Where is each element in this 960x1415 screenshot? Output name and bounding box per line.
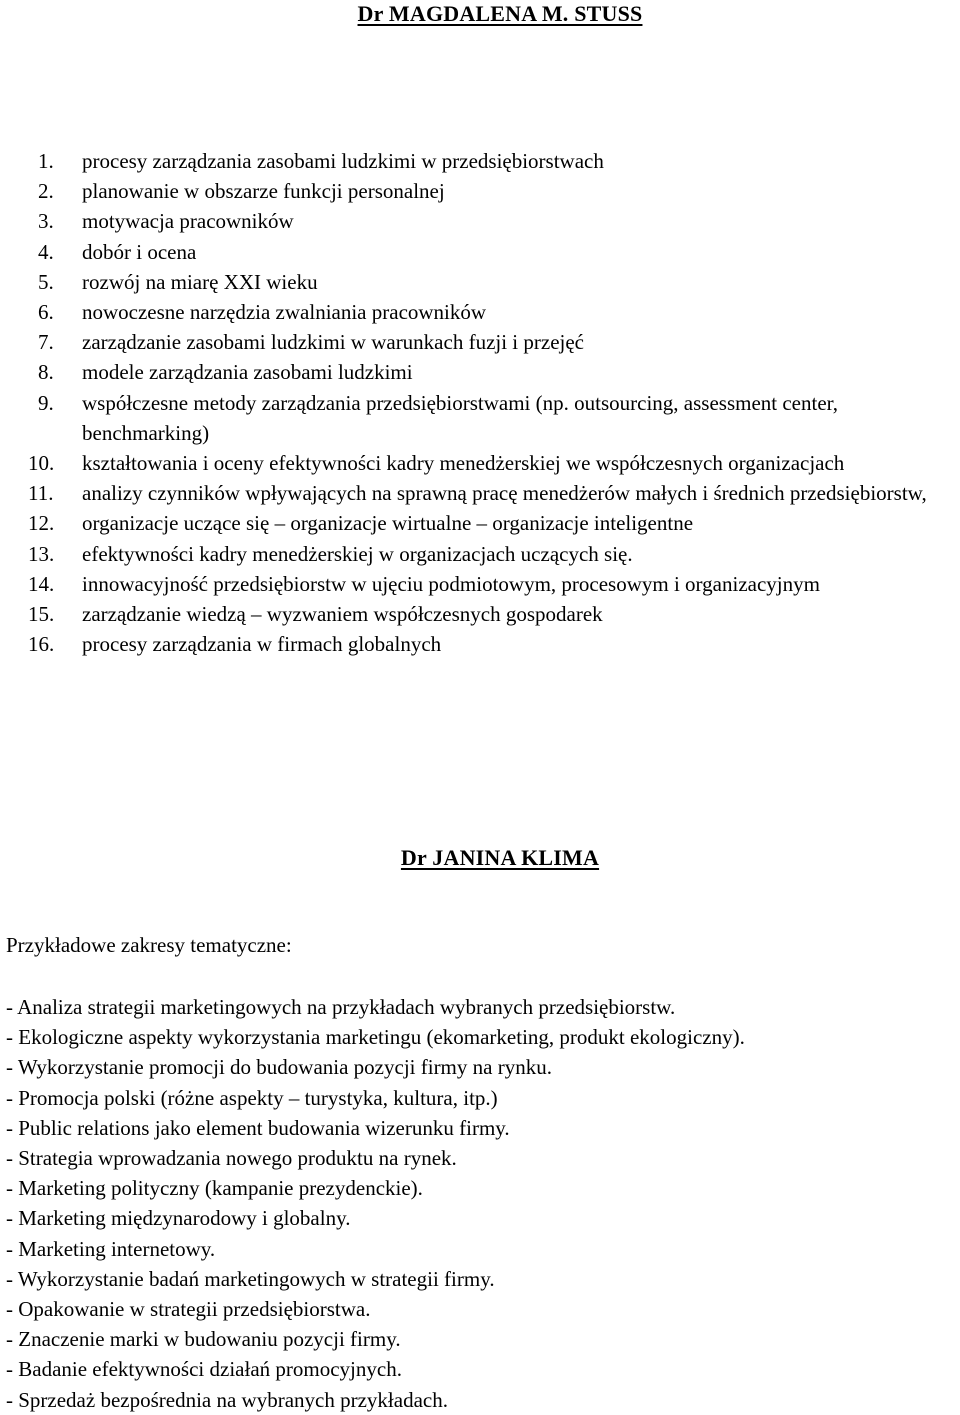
- list-item: [0, 508, 960, 538]
- list-item-text: procesy zarządzania w firmach globalnych: [82, 632, 442, 657]
- list-item: - Marketing internetowy.: [6, 1236, 216, 1261]
- list-item: - Wykorzystanie badań marketingowych w strategii firmy.: [6, 1266, 495, 1291]
- list-item-text: kształtowania i oceny efektywności kadry menedżerskiej we współczesnych organizacjach: [82, 451, 845, 476]
- list-item-text: analizy czynników wpływających na sprawną pracę menedżerów małych i średnich przedsiębiorstw,: [82, 481, 927, 506]
- list-item-text: współczesne metody zarządzania przedsiębiorstwami (np. outsourcing, assessment center, benchmarking): [82, 390, 839, 445]
- list-item-number: 5.: [38, 269, 54, 294]
- list-item: [0, 357, 960, 387]
- list-item-text: nowoczesne narzędzia zwalniania pracowników: [82, 300, 487, 325]
- list-item-text: planowanie w obszarze funkcji personalnej: [82, 179, 445, 204]
- list-item: - Znaczenie marki w budowaniu pozycji firmy.: [6, 1327, 401, 1352]
- section-heading-stuss: Dr MAGDALENA M. STUSS: [357, 1, 643, 26]
- list-item-text: innowacyjność przedsiębiorstw w ujęciu podmiotowym, procesowym i organizacyjnym: [82, 571, 820, 596]
- list-item: [0, 267, 960, 297]
- list-item: - Analiza strategii marketingowych na przykładach wybranych przedsiębiorstw.: [6, 995, 676, 1019]
- list-item: - Promocja polski (różne aspekty – turystyka, kultura, itp.): [6, 1085, 498, 1110]
- list-item-number: 2.: [38, 179, 54, 204]
- list-item: [0, 146, 960, 176]
- list-item: [0, 237, 960, 267]
- list-item-number: 3.: [38, 209, 54, 234]
- list-item: [0, 297, 960, 327]
- list-item-number: 6.: [38, 300, 54, 325]
- list-item-number: 14.: [28, 571, 55, 596]
- list-item: - Opakowanie w strategii przedsiębiorstwa.: [6, 1297, 371, 1322]
- list-item-text: modele zarządzania zasobami ludzkimi: [82, 360, 413, 385]
- list-item: - Strategia wprowadzania nowego produktu na rynek.: [6, 1146, 457, 1171]
- list-item: [0, 448, 960, 478]
- list-item: - Marketing międzynarodowy i globalny.: [6, 1206, 351, 1231]
- list-item: - Badanie efektywności działań promocyjnych.: [6, 1357, 402, 1382]
- list-item: - Marketing polityczny (kampanie prezydenckie).: [6, 1176, 423, 1201]
- list-item-number: 15.: [28, 602, 55, 627]
- intro-text: Przykładowe zakresy tematyczne:: [6, 933, 292, 957]
- list-item-number: 12.: [28, 511, 55, 536]
- list-item-text: efektywności kadry menedżerskiej w organizacjach uczących się.: [82, 541, 633, 566]
- list-item-number: 7.: [38, 330, 54, 355]
- list-item: - Sprzedaż bezpośrednia na wybranych przykładach.: [6, 1387, 448, 1412]
- list-item: [0, 388, 960, 448]
- list-item: [0, 629, 960, 659]
- topic-list-klima: [6, 992, 956, 1415]
- list-item-number: 13.: [28, 541, 55, 566]
- list-item-number: 10.: [28, 451, 55, 476]
- list-item-text: dobór i ocena: [82, 239, 197, 264]
- list-item-number: 8.: [38, 360, 54, 385]
- list-item: [0, 599, 960, 629]
- topic-list-stuss: [0, 146, 960, 659]
- list-item-text: rozwój na miarę XXI wieku: [82, 269, 318, 294]
- list-item: [0, 478, 960, 508]
- list-item-text: procesy zarządzania zasobami ludzkimi w przedsiębiorstwach: [82, 149, 604, 173]
- list-item-text: zarządzanie zasobami ludzkimi w warunkach fuzji i przejęć: [82, 330, 585, 355]
- list-item-text: motywacja pracowników: [82, 209, 294, 234]
- section-heading-klima: Dr JANINA KLIMA: [400, 845, 600, 870]
- list-item: [0, 539, 960, 569]
- list-item-number: 1.: [38, 149, 54, 173]
- list-item: - Wykorzystanie promocji do budowania pozycji firmy na rynku.: [6, 1055, 552, 1080]
- list-item-text: organizacje uczące się – organizacje wirtualne – organizacje inteligentne: [82, 511, 694, 536]
- list-item-number: 11.: [28, 481, 54, 506]
- list-item: [0, 176, 960, 206]
- list-item: [0, 327, 960, 357]
- list-item: [0, 206, 960, 236]
- list-item: - Public relations jako element budowania wizerunku firmy.: [6, 1115, 510, 1140]
- list-item-number: 4.: [38, 239, 54, 264]
- list-item-number: 9.: [38, 390, 54, 415]
- list-item: - Ekologiczne aspekty wykorzystania marketingu (ekomarketing, produkt ekologiczny).: [6, 1025, 745, 1050]
- list-item: [0, 569, 960, 599]
- list-item-text: zarządzanie wiedzą – wyzwaniem współczesnych gospodarek: [82, 602, 603, 627]
- list-item-number: 16.: [28, 632, 55, 657]
